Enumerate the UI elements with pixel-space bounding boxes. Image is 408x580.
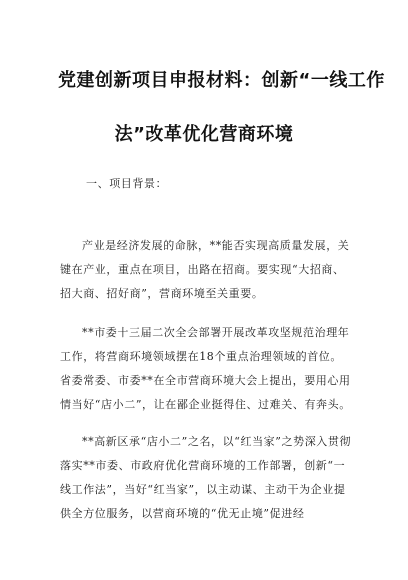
- paragraph-2: [60, 321, 352, 417]
- document-title-line-2: 法”改革优化营商环境: [114, 124, 294, 145]
- document-title-line-1: 党建创新项目申报材料：创新“一线工作: [58, 70, 385, 91]
- paragraph-1-text: 产业是经济发展的命脉，**能否实现高质量发展，关键在产业，重点在项目，出路在招商。要实现“大招商、招大商、招好商”，营商环境至关重要。: [60, 239, 350, 300]
- section-heading: 一、项目背景：: [86, 177, 168, 190]
- paragraph-1: [60, 234, 352, 306]
- paragraph-3: [60, 430, 352, 526]
- paragraph-2-text: **市委十三届二次全会部署开展改革攻坚规范治理年工作，将营商环境领域摆在18个重点治理领域的首位。省委常委、市委**在全市营商环境大会上提出，要用心用情当好“店小二”，让在鄙企业挺得住、过难关、有奔头。: [60, 326, 351, 411]
- paragraph-3-text: **高新区承“店小二”之名，以“红当家”之势深入贯彻落实**市委、市政府优化营商环境的工作部署，创新“一线工作法”，当好“红当家”，以主动谋、主动干为企业提供全方位服务，以营商环境的“优无止境”促进经: [60, 435, 352, 520]
